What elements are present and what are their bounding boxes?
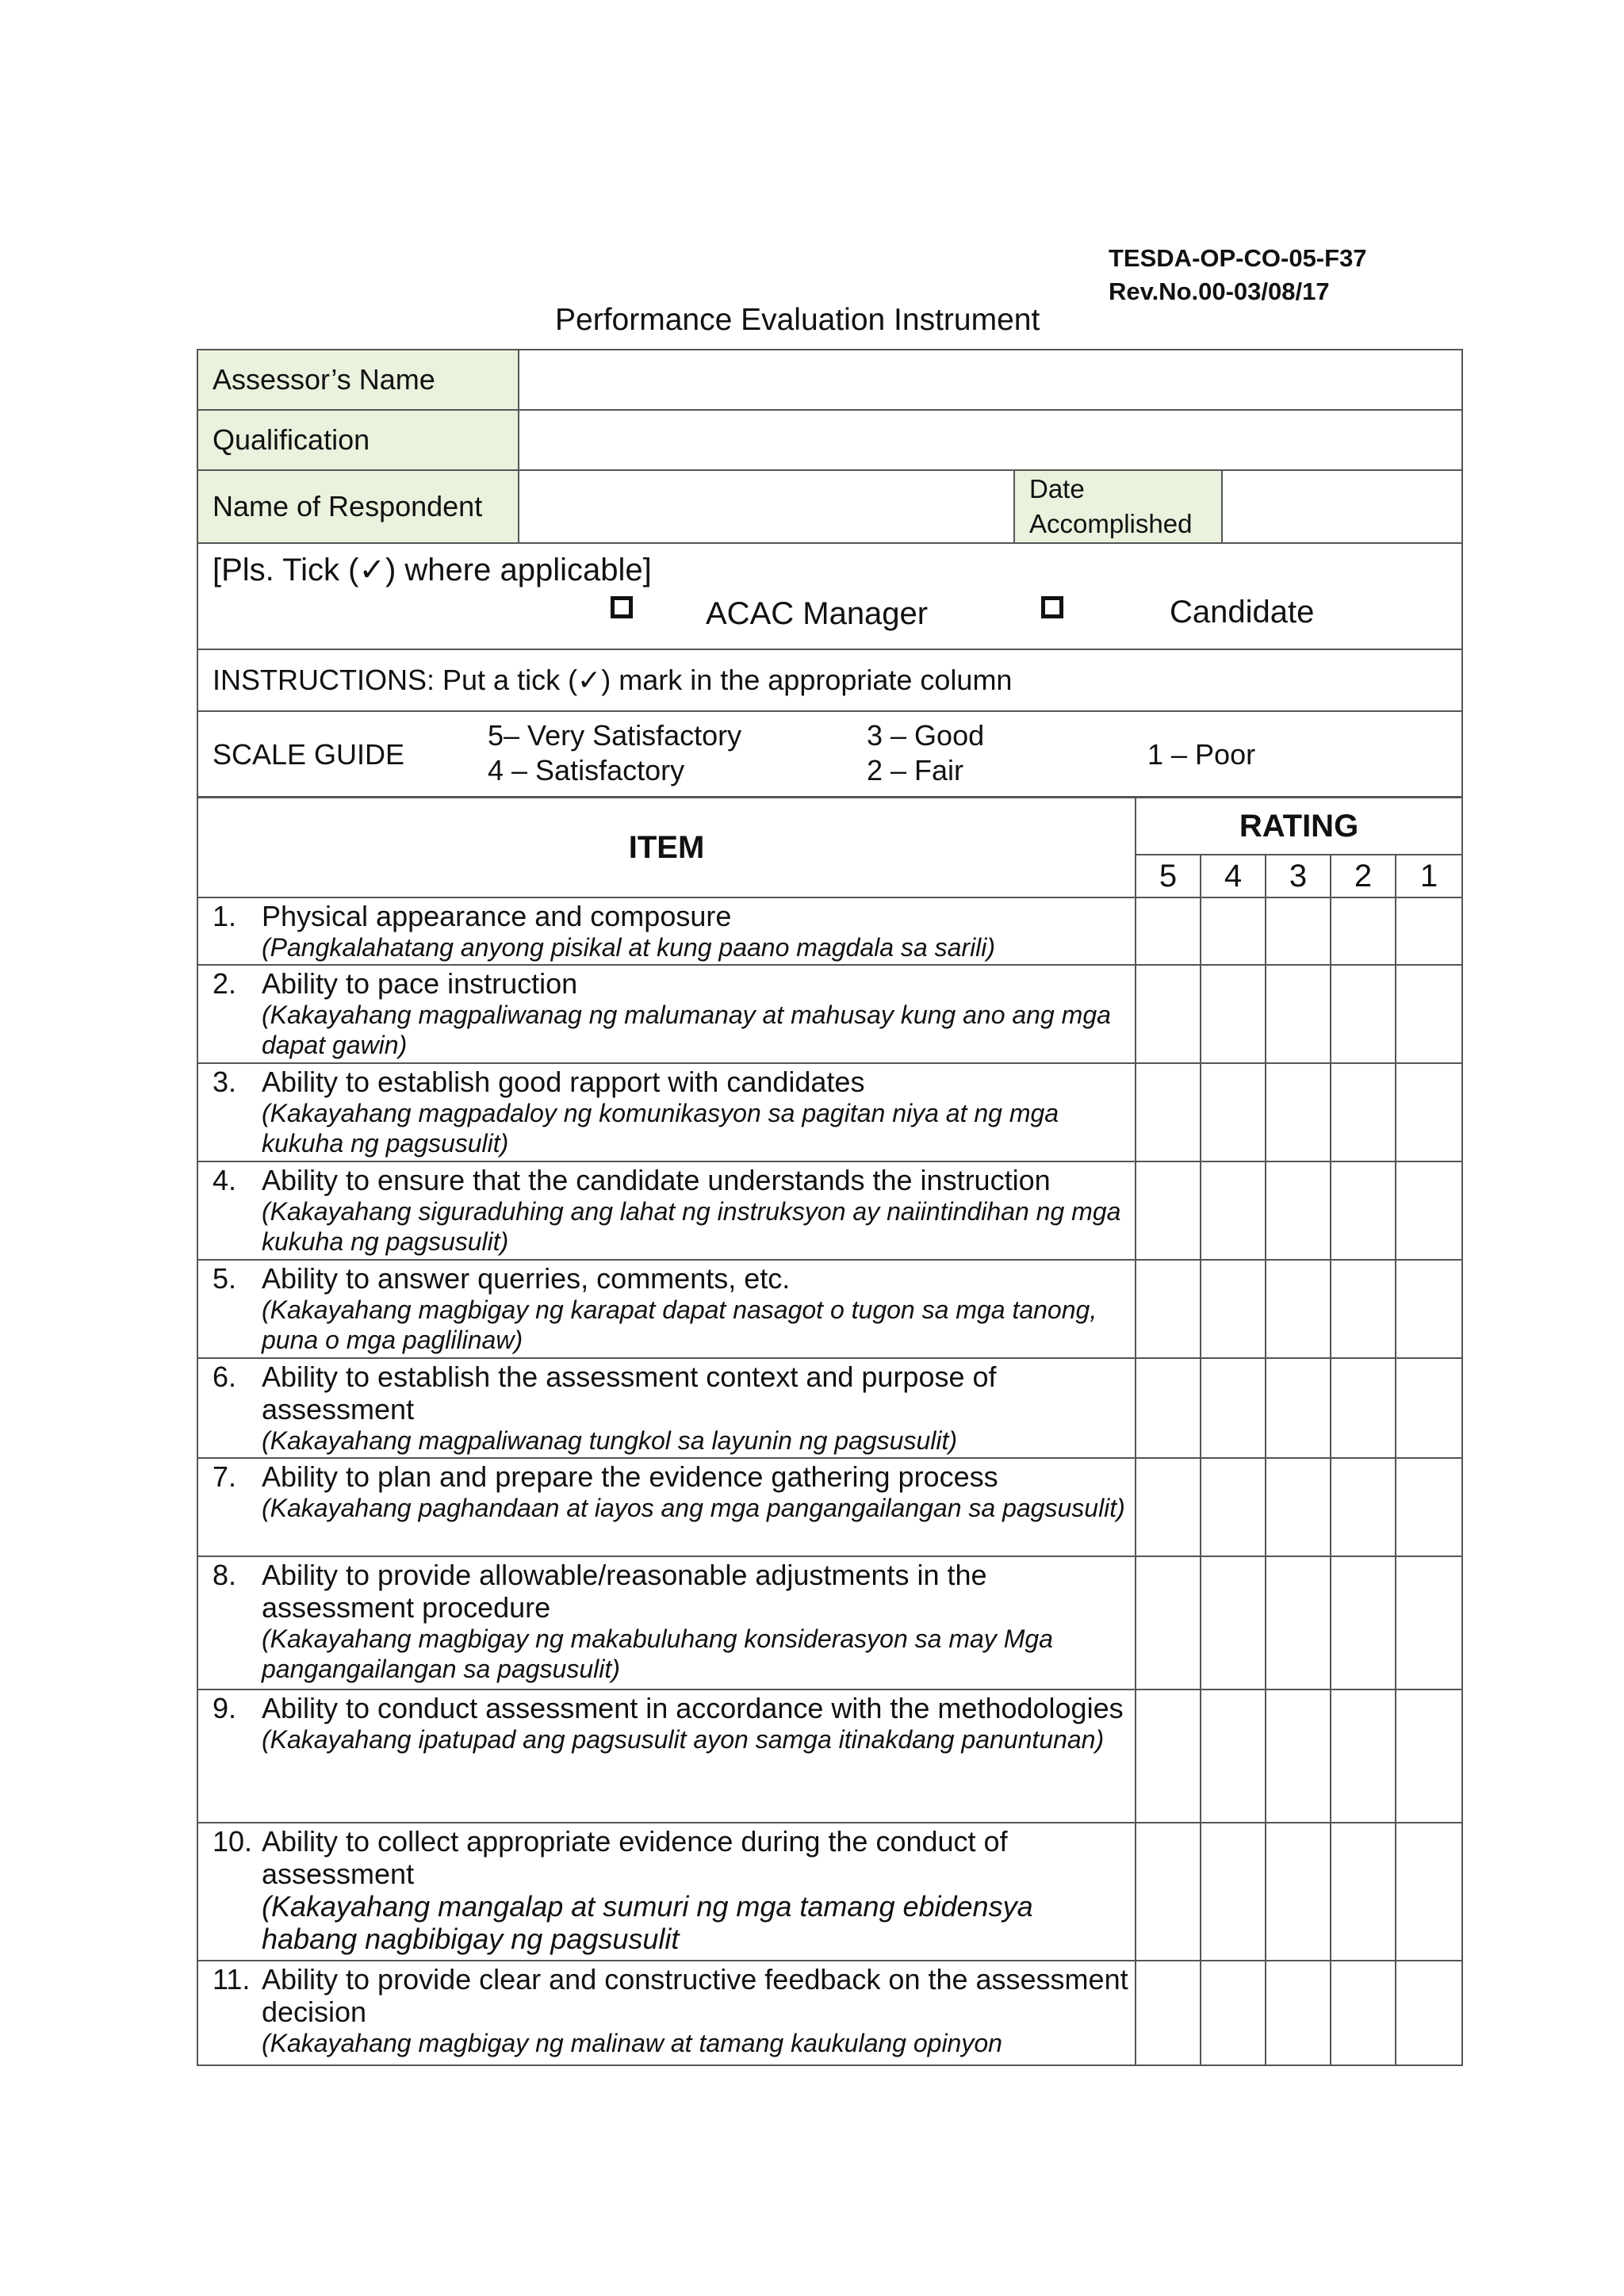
rating-col-2: 2 (1331, 855, 1396, 897)
rating-cell-2[interactable] (1331, 1823, 1396, 1961)
item-content (213, 1360, 1128, 1456)
tick-section (197, 543, 1462, 649)
item-number: 9. (213, 1692, 237, 1724)
item-cell (197, 1961, 1136, 2065)
rating-cell-4[interactable] (1201, 1556, 1266, 1689)
table-row (197, 897, 1462, 965)
item-number: 2. (213, 967, 237, 1000)
item-header: ITEM (197, 798, 1136, 897)
item-text (262, 900, 1128, 962)
scale-4: 4 – Satisfactory (488, 754, 685, 786)
rating-cell-1[interactable] (1396, 1961, 1462, 2065)
item-description: Ability to answer querries, comments, etc. (262, 1262, 791, 1295)
item-translation: (Pangkalahatang anyong pisikal at kung paano magdala sa sarili) (262, 933, 996, 962)
form-code-block (1109, 242, 1367, 308)
rating-cell-2[interactable] (1331, 897, 1396, 965)
rating-cell-2[interactable] (1331, 1458, 1396, 1556)
rating-cell-1[interactable] (1396, 1823, 1462, 1961)
table-row (197, 965, 1462, 1063)
rating-cell-1[interactable] (1396, 1260, 1462, 1358)
item-content (213, 1963, 1128, 2058)
item-number: 3. (213, 1066, 237, 1098)
rating-cell-3[interactable] (1266, 1961, 1331, 2065)
item-cell (197, 897, 1136, 965)
rating-cell-4[interactable] (1201, 1458, 1266, 1556)
rating-cell-4[interactable] (1201, 897, 1266, 965)
rating-col-3: 3 (1266, 855, 1331, 897)
item-text (262, 1963, 1128, 2058)
rating-cell-5[interactable] (1136, 1260, 1201, 1358)
item-translation: (Kakayahang magbigay ng karapat dapat nasagot o tugon sa mga tanong, puna o mga paglilinaw) (262, 1295, 1097, 1354)
item-description: Ability to plan and prepare the evidence gathering process (262, 1460, 998, 1493)
item-number: 7. (213, 1460, 237, 1493)
table-row (197, 1823, 1462, 1961)
rating-cell-4[interactable] (1201, 1689, 1266, 1823)
scale-3: 3 – Good (867, 719, 985, 752)
table-row (197, 1556, 1462, 1689)
table-row (197, 1961, 1462, 2065)
rating-cell-4[interactable] (1201, 1161, 1266, 1260)
acac-manager-label: ACAC Manager (706, 596, 929, 631)
item-description: Ability to establish the assessment context and purpose of assessment (262, 1360, 997, 1425)
item-content (213, 1460, 1128, 1523)
assessor-name-field[interactable] (519, 350, 1462, 410)
item-text (262, 1164, 1128, 1257)
table-row (197, 1689, 1462, 1823)
item-cell (197, 1458, 1136, 1556)
rating-cell-5[interactable] (1136, 1961, 1201, 2065)
rating-cell-5[interactable] (1136, 897, 1201, 965)
rating-cell-3[interactable] (1266, 965, 1331, 1063)
rating-cell-2[interactable] (1331, 1961, 1396, 2065)
rating-cell-4[interactable] (1201, 1358, 1266, 1458)
item-number: 10. (213, 1825, 253, 1858)
scale-5: 5– Very Satisfactory (488, 719, 742, 752)
item-content (213, 1825, 1128, 1955)
rating-cell-3[interactable] (1266, 1458, 1331, 1556)
item-translation: (Kakayahang magpadaloy ng komunikasyon sa pagitan niya at ng mga kukuha ng pagsusulit) (262, 1099, 1059, 1158)
rating-cell-2[interactable] (1331, 1689, 1396, 1823)
item-number: 11. (213, 1963, 251, 1996)
rating-cell-3[interactable] (1266, 1161, 1331, 1260)
item-cell (197, 1260, 1136, 1358)
rating-cell-5[interactable] (1136, 1161, 1201, 1260)
item-description: Ability to conduct assessment in accordance with the methodologies (262, 1692, 1124, 1724)
page-title: Performance Evaluation Instrument (555, 303, 1040, 337)
rating-cell-3[interactable] (1266, 1689, 1331, 1823)
item-translation: (Kakayahang magbigay ng malinaw at tamang kaukulang opinyon (262, 2029, 1002, 2057)
rating-cell-2[interactable] (1331, 1556, 1396, 1689)
item-translation: (Kakayahang magpaliwanag tungkol sa layunin ng pagsusulit) (262, 1426, 958, 1455)
item-cell (197, 1358, 1136, 1458)
item-text (262, 1460, 1128, 1523)
rating-col-5: 5 (1136, 855, 1201, 897)
item-text (262, 1559, 1128, 1684)
item-translation: (Kakayahang ipatupad ang pagsusulit ayon samga itinakdang panuntunan) (262, 1725, 1105, 1754)
rating-cell-1[interactable] (1396, 965, 1462, 1063)
item-content (213, 967, 1128, 1060)
item-content (213, 1692, 1128, 1755)
rating-cell-5[interactable] (1136, 1358, 1201, 1458)
table-row (197, 1161, 1462, 1260)
item-content (213, 1559, 1128, 1684)
item-text (262, 1262, 1128, 1355)
item-cell (197, 965, 1136, 1063)
rating-cell-2[interactable] (1331, 965, 1396, 1063)
scale-guide (197, 711, 1462, 797)
rating-cell-3[interactable] (1266, 1063, 1331, 1161)
scale-1: 1 – Poor (1147, 738, 1256, 771)
item-content (213, 1066, 1128, 1158)
rating-cell-5[interactable] (1136, 965, 1201, 1063)
rating-cell-1[interactable] (1396, 1689, 1462, 1823)
respondent-name-label: Name of Respondent (197, 470, 519, 543)
rating-cell-5[interactable] (1136, 1689, 1201, 1823)
rating-cell-4[interactable] (1201, 1823, 1266, 1961)
date-accomplished-field[interactable] (1222, 470, 1462, 543)
item-description: Ability to ensure that the candidate understands the instruction (262, 1164, 1051, 1196)
rating-cell-5[interactable] (1136, 1823, 1201, 1961)
item-description: Ability to establish good rapport with candidates (262, 1066, 865, 1098)
rating-header: RATING (1136, 798, 1462, 855)
rating-cell-3[interactable] (1266, 1260, 1331, 1358)
rating-cell-4[interactable] (1201, 1260, 1266, 1358)
item-text (262, 967, 1128, 1060)
rating-cell-4[interactable] (1201, 965, 1266, 1063)
assessor-name-label: Assessor’s Name (197, 350, 519, 410)
item-text (262, 1825, 1128, 1955)
rating-col-4: 4 (1201, 855, 1266, 897)
table-row (197, 1063, 1462, 1161)
rating-cell-5[interactable] (1136, 1556, 1201, 1689)
rating-cell-2[interactable] (1331, 1063, 1396, 1161)
acac-manager-checkbox[interactable] (611, 596, 633, 618)
rating-cell-1[interactable] (1396, 1358, 1462, 1458)
rating-cell-4[interactable] (1201, 1063, 1266, 1161)
qualification-label: Qualification (197, 410, 519, 470)
rating-cell-1[interactable] (1396, 1556, 1462, 1689)
instructions: INSTRUCTIONS: Put a tick (✓) mark in the appropriate column (197, 649, 1462, 711)
rating-cell-4[interactable] (1201, 1961, 1266, 2065)
item-text (262, 1360, 1128, 1456)
respondent-options (198, 588, 1461, 644)
items-body (197, 897, 1462, 2065)
rating-cell-1[interactable] (1396, 1458, 1462, 1556)
item-cell (197, 1689, 1136, 1823)
scale-guide-label: SCALE GUIDE (213, 738, 405, 771)
item-cell (197, 1556, 1136, 1689)
item-translation: (Kakayahang siguraduhing ang lahat ng instruksyon ay naiintindihan ng mga kukuha ng pagsusulit) (262, 1197, 1121, 1256)
item-translation: (Kakayahang magpaliwanag ng malumanay at mahusay kung ano ang mga dapat gawin) (262, 1001, 1111, 1059)
rating-cell-5[interactable] (1136, 1063, 1201, 1161)
respondent-name-field[interactable] (519, 470, 1014, 543)
rating-table (197, 797, 1463, 2066)
item-number: 5. (213, 1262, 237, 1295)
rating-col-1: 1 (1396, 855, 1462, 897)
candidate-label: Candidate (1170, 595, 1315, 629)
item-description: Ability to provide clear and constructive feedback on the assessment decision (262, 1963, 1128, 2028)
rating-cell-5[interactable] (1136, 1458, 1201, 1556)
table-row (197, 1260, 1462, 1358)
item-content (213, 1262, 1128, 1355)
item-translation: (Kakayahang paghandaan at iayos ang mga pangangailangan sa pagsusulit) (262, 1494, 1125, 1522)
item-description: Ability to collect appropriate evidence during the conduct of assessment (262, 1825, 1008, 1890)
table-row (197, 1458, 1462, 1556)
item-number: 1. (213, 900, 237, 932)
rating-cell-2[interactable] (1331, 1358, 1396, 1458)
rating-cell-3[interactable] (1266, 1556, 1331, 1689)
item-number: 6. (213, 1360, 237, 1393)
rating-cell-3[interactable] (1266, 1823, 1331, 1961)
item-content (213, 1164, 1128, 1257)
item-translation: (Kakayahang magbigay ng makabuluhang konsiderasyon sa may Mga pangangailangan sa pagsusulit) (262, 1624, 1053, 1683)
rating-cell-1[interactable] (1396, 1063, 1462, 1161)
item-number: 4. (213, 1164, 237, 1196)
item-description: Ability to pace instruction (262, 967, 578, 1000)
table-row (197, 1358, 1462, 1458)
item-content (213, 900, 1128, 962)
item-text (262, 1066, 1128, 1158)
tick-instruction: [Pls. Tick (✓) where applicable] (213, 553, 652, 587)
rating-cell-2[interactable] (1331, 1161, 1396, 1260)
scale-2: 2 – Fair (867, 754, 964, 786)
rating-cell-3[interactable] (1266, 897, 1331, 965)
rating-cell-1[interactable] (1396, 897, 1462, 965)
revision-number: Rev.No.00-03/08/17 (1109, 277, 1330, 305)
qualification-field[interactable] (519, 410, 1462, 470)
item-translation: (Kakayahang mangalap at sumuri ng mga tamang ebidensya habang nagbibigay ng pagsusulit (262, 1890, 1033, 1955)
rating-cell-3[interactable] (1266, 1358, 1331, 1458)
candidate-checkbox[interactable] (1041, 596, 1063, 618)
form-code: TESDA-OP-CO-05-F37 (1109, 244, 1367, 272)
item-text (262, 1692, 1128, 1755)
item-number: 8. (213, 1559, 237, 1591)
info-table (197, 349, 1463, 798)
rating-cell-1[interactable] (1396, 1161, 1462, 1260)
item-description: Ability to provide allowable/reasonable adjustments in the assessment procedure (262, 1559, 987, 1624)
rating-cell-2[interactable] (1331, 1260, 1396, 1358)
item-description: Physical appearance and composure (262, 900, 732, 932)
item-cell (197, 1063, 1136, 1161)
date-accomplished-label: Date Accomplished (1014, 470, 1222, 543)
item-cell (197, 1161, 1136, 1260)
item-cell (197, 1823, 1136, 1961)
